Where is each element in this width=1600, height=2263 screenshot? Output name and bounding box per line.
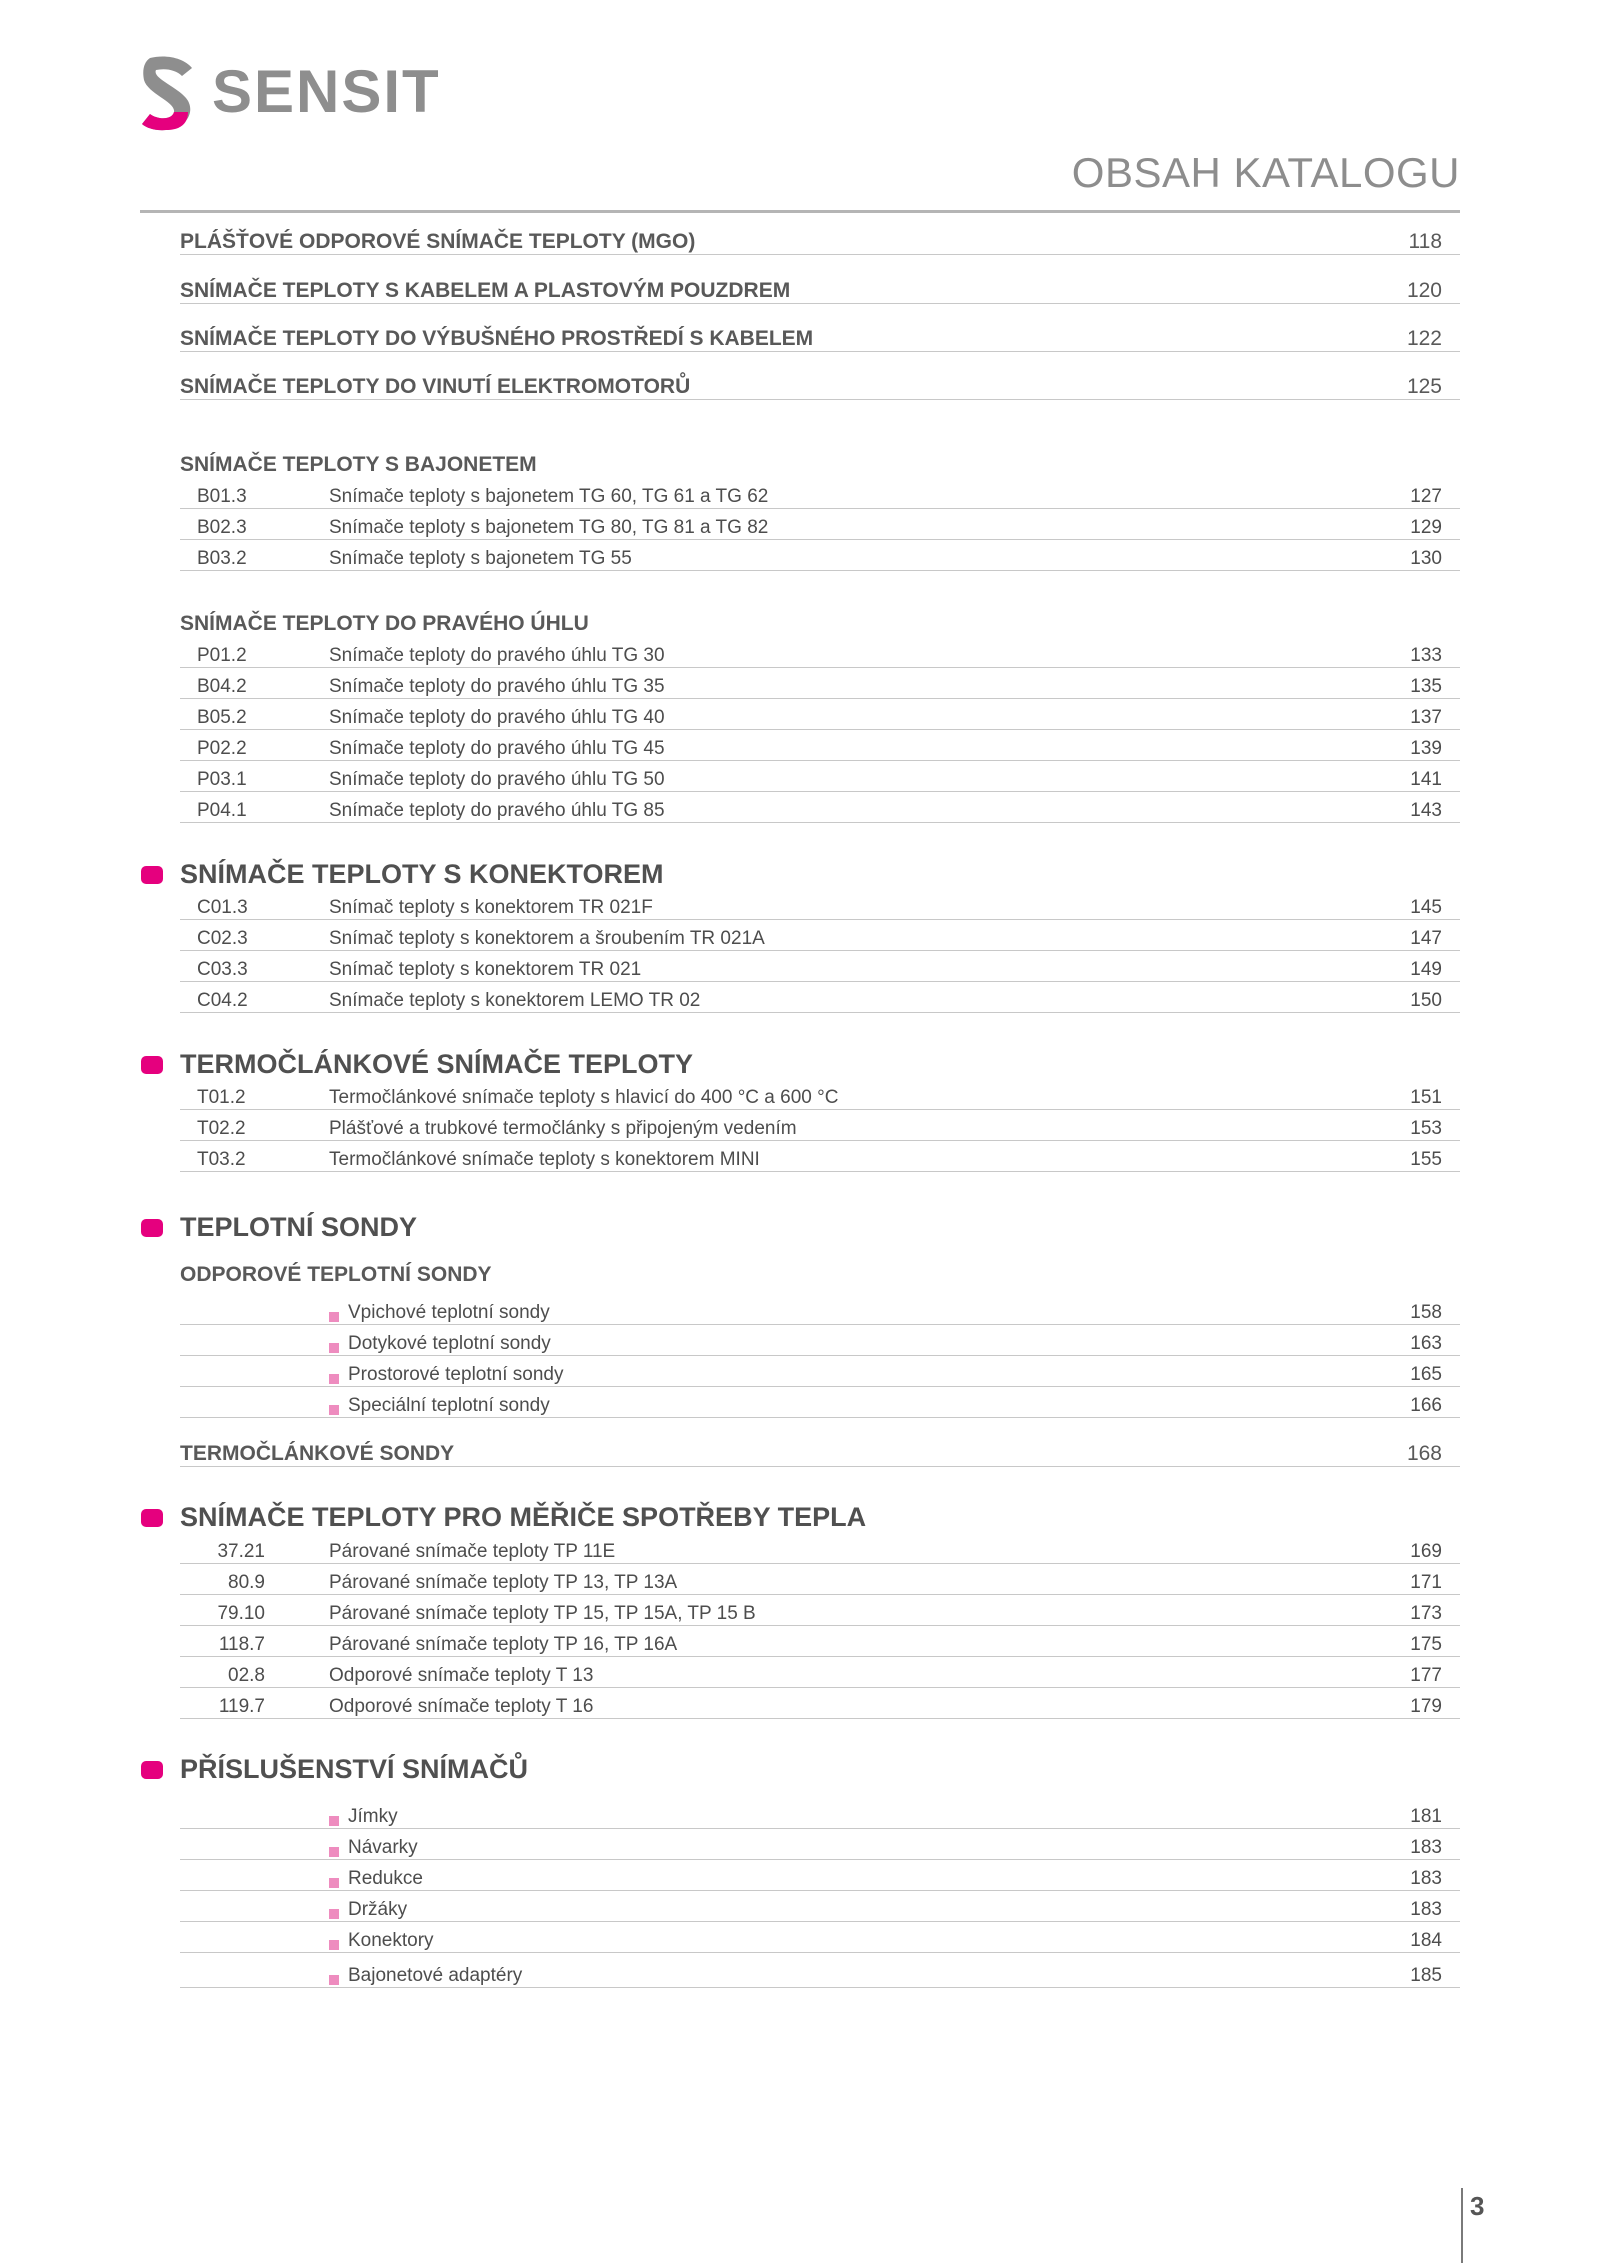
entry-description: Snímače teploty do pravého úhlu TG 50	[329, 769, 665, 790]
page-title: OBSAH KATALOGU	[1071, 149, 1460, 196]
entry-description: Snímače teploty s bajonetem TG 80, TG 81 a TG 82	[329, 517, 769, 538]
bullet-square-icon	[329, 1909, 339, 1919]
toc-row	[180, 321, 1460, 352]
entry-page: 125	[1406, 375, 1442, 398]
toc-row	[180, 1436, 1460, 1467]
entry-page: 168	[1406, 1442, 1442, 1465]
bullet-square-icon	[329, 1847, 339, 1857]
toc-row	[180, 1387, 1460, 1418]
toc-row	[180, 1079, 1460, 1110]
toc-row	[180, 273, 1460, 304]
entry-page: 130	[1410, 548, 1442, 569]
toc-row	[180, 1110, 1460, 1141]
entry-code: C03.3	[197, 959, 248, 980]
category-bullet-icon	[141, 866, 163, 884]
page-number-divider	[1461, 2188, 1463, 2263]
entry-description: Snímač teploty s konektorem TR 021	[329, 959, 642, 980]
entry-page: 165	[1410, 1364, 1442, 1385]
entry-code: B05.2	[197, 707, 247, 728]
entry-description: Snímače teploty do pravého úhlu TG 30	[329, 645, 665, 666]
toc-row	[180, 540, 1460, 571]
entry-description: Párované snímače teploty TP 15, TP 15A, TP 15 B	[329, 1603, 756, 1624]
entry-code: P01.2	[197, 645, 247, 666]
entry-description: Snímače teploty do pravého úhlu TG 35	[329, 676, 665, 697]
entry-code: 119.7	[218, 1696, 265, 1717]
toc-row	[180, 889, 1460, 920]
brand-name: SENSIT	[212, 58, 441, 125]
category-heading: TEPLOTNÍ SONDY	[180, 1212, 418, 1242]
entry-page: 155	[1410, 1149, 1442, 1170]
toc-row	[180, 668, 1460, 699]
category-bullet-icon	[141, 1056, 163, 1074]
entry-description: Párované snímače teploty TP 13, TP 13A	[329, 1572, 678, 1593]
entry-title: SNÍMAČE TEPLOTY DO VINUTÍ ELEKTROMOTORŮ	[180, 375, 691, 398]
entry-page: 185	[1410, 1965, 1442, 1986]
entry-code: 02.8	[228, 1665, 265, 1686]
entry-code: C01.3	[197, 897, 248, 918]
entry-title: Držáky	[348, 1899, 408, 1920]
toc-row	[180, 1356, 1460, 1387]
entry-page: 177	[1410, 1665, 1442, 1686]
entry-description: Snímače teploty s bajonetem TG 55	[329, 548, 632, 569]
toc-row	[180, 982, 1460, 1013]
entry-title: Konektory	[348, 1930, 434, 1951]
entry-page: 141	[1410, 769, 1442, 790]
entry-code: T03.2	[197, 1149, 246, 1170]
bullet-square-icon	[329, 1816, 339, 1826]
entry-page: 175	[1410, 1634, 1442, 1655]
entry-page: 139	[1410, 738, 1442, 759]
entry-title: Jímky	[348, 1806, 398, 1827]
entry-title: SNÍMAČE TEPLOTY S KABELEM A PLASTOVÝM POUZDREM	[180, 279, 791, 302]
entry-code: P04.1	[197, 800, 247, 821]
entry-page: 137	[1410, 707, 1442, 728]
entry-title: SNÍMAČE TEPLOTY DO VÝBUŠNÉHO PROSTŘEDÍ S KABELEM	[180, 327, 814, 350]
entry-page: 166	[1410, 1395, 1442, 1416]
bullet-square-icon	[329, 1940, 339, 1950]
toc-row	[180, 478, 1460, 509]
entry-title: Vpichové teplotní sondy	[348, 1302, 550, 1323]
entry-page: 127	[1410, 486, 1442, 507]
category-heading: PŘÍSLUŠENSTVÍ SNÍMAČŮ	[180, 1754, 529, 1784]
toc-row	[180, 1957, 1460, 1988]
entry-page: 145	[1410, 897, 1442, 918]
entry-description: Párované snímače teploty TP 11E	[329, 1541, 616, 1562]
toc-row	[180, 509, 1460, 540]
entry-page: 135	[1410, 676, 1442, 697]
entry-page: 183	[1410, 1899, 1442, 1920]
category-bullet-icon	[141, 1761, 163, 1779]
entry-page: 118	[1408, 230, 1442, 253]
entry-page: 181	[1410, 1806, 1442, 1827]
entry-description: Snímače teploty s konektorem LEMO TR 02	[329, 990, 701, 1011]
bullet-square-icon	[329, 1878, 339, 1888]
entry-description: Termočlánkové snímače teploty s konektorem MINI	[329, 1149, 760, 1170]
toc-row	[180, 1798, 1460, 1829]
entry-description: Snímač teploty s konektorem a šroubením TR 021A	[329, 928, 765, 949]
entry-title: TERMOČLÁNKOVÉ SONDY	[180, 1442, 455, 1465]
toc-row	[180, 951, 1460, 982]
entry-description: Snímače teploty do pravého úhlu TG 40	[329, 707, 665, 728]
entry-code: P03.1	[197, 769, 247, 790]
toc-row	[180, 1860, 1460, 1891]
toc-row	[180, 1922, 1460, 1953]
entry-description: Plášťové a trubkové termočlánky s připojeným vedením	[329, 1118, 797, 1139]
entry-page: 149	[1410, 959, 1442, 980]
entry-description: Odporové snímače teploty T 13	[329, 1665, 594, 1686]
category-heading: TERMOČLÁNKOVÉ SNÍMAČE TEPLOTY	[180, 1049, 694, 1079]
entry-code: C02.3	[197, 928, 248, 949]
bullet-square-icon	[329, 1312, 339, 1322]
section-heading: SNÍMAČE TEPLOTY DO PRAVÉHO ÚHLU	[180, 612, 589, 635]
toc-row	[180, 1626, 1460, 1657]
entry-description: Snímače teploty do pravého úhlu TG 85	[329, 800, 665, 821]
toc-row	[180, 1688, 1460, 1719]
entry-description: Snímač teploty s konektorem TR 021F	[329, 897, 653, 918]
toc-row	[180, 1564, 1460, 1595]
entry-code: B04.2	[197, 676, 247, 697]
entry-code: T02.2	[197, 1118, 246, 1139]
page-number: 3	[1470, 2191, 1485, 2221]
entry-page: 183	[1410, 1868, 1442, 1889]
entry-code: 118.7	[218, 1634, 265, 1655]
bullet-square-icon	[329, 1343, 339, 1353]
entry-code: 79.10	[217, 1603, 265, 1624]
toc-row	[180, 1294, 1460, 1325]
entry-title: Prostorové teplotní sondy	[348, 1364, 564, 1385]
entry-page: 169	[1410, 1541, 1442, 1562]
entry-page: 151	[1410, 1087, 1442, 1108]
toc-row	[180, 792, 1460, 823]
entry-page: 184	[1410, 1930, 1442, 1951]
toc-row	[180, 699, 1460, 730]
entry-code: B02.3	[197, 517, 247, 538]
toc-row	[180, 1891, 1460, 1922]
bullet-square-icon	[329, 1405, 339, 1415]
entry-page: 143	[1410, 800, 1442, 821]
category-bullet-icon	[141, 1219, 163, 1237]
entry-title: Dotykové teplotní sondy	[348, 1333, 551, 1354]
toc-row	[180, 1533, 1460, 1564]
entry-page: 147	[1410, 928, 1442, 949]
entry-description: Párované snímače teploty TP 16, TP 16A	[329, 1634, 678, 1655]
toc-row	[180, 1325, 1460, 1356]
entry-title: Bajonetové adaptéry	[348, 1965, 523, 1986]
section-heading: SNÍMAČE TEPLOTY S BAJONETEM	[180, 453, 537, 476]
entry-description: Termočlánkové snímače teploty s hlavicí do 400 °C a 600 °C	[329, 1087, 839, 1108]
entry-code: B03.2	[197, 548, 247, 569]
entry-title: PLÁŠŤOVÉ ODPOROVÉ SNÍMAČE TEPLOTY (MGO)	[180, 230, 696, 253]
toc-row	[180, 1657, 1460, 1688]
entry-code: C04.2	[197, 990, 248, 1011]
entry-page: 171	[1410, 1572, 1442, 1593]
toc-row	[180, 920, 1460, 951]
toc-row	[180, 1595, 1460, 1626]
entry-description: Snímače teploty do pravého úhlu TG 45	[329, 738, 665, 759]
entry-page: 158	[1410, 1302, 1442, 1323]
category-heading: SNÍMAČE TEPLOTY S KONEKTOREM	[180, 859, 664, 889]
section-heading: ODPOROVÉ TEPLOTNÍ SONDY	[180, 1263, 492, 1286]
entry-title: Návarky	[348, 1837, 418, 1858]
toc-row	[180, 637, 1460, 668]
entry-page: 133	[1410, 645, 1442, 666]
bullet-square-icon	[329, 1975, 339, 1985]
entry-page: 122	[1406, 327, 1442, 350]
entry-code: 37.21	[217, 1541, 265, 1562]
entry-page: 150	[1410, 990, 1442, 1011]
entry-page: 120	[1406, 279, 1442, 302]
entry-code: 80.9	[228, 1572, 265, 1593]
entry-page: 129	[1410, 517, 1442, 538]
toc-row	[180, 369, 1460, 400]
entry-code: P02.2	[197, 738, 247, 759]
category-bullet-icon	[141, 1509, 163, 1527]
entry-description: Odporové snímače teploty T 16	[329, 1696, 594, 1717]
entry-page: 179	[1410, 1696, 1442, 1717]
bullet-square-icon	[329, 1374, 339, 1384]
entry-page: 183	[1410, 1837, 1442, 1858]
entry-page: 153	[1410, 1118, 1442, 1139]
toc-row	[180, 224, 1460, 255]
entry-page: 173	[1410, 1603, 1442, 1624]
entry-title: Speciální teplotní sondy	[348, 1395, 550, 1416]
entry-code: T01.2	[197, 1087, 246, 1108]
entry-description: Snímače teploty s bajonetem TG 60, TG 61 a TG 62	[329, 486, 769, 507]
entry-page: 163	[1410, 1333, 1442, 1354]
toc-row	[180, 730, 1460, 761]
toc-row	[180, 761, 1460, 792]
entry-code: B01.3	[197, 486, 247, 507]
toc-row	[180, 1829, 1460, 1860]
toc-row	[180, 1141, 1460, 1172]
category-heading: SNÍMAČE TEPLOTY PRO MĚŘIČE SPOTŘEBY TEPLA	[180, 1502, 867, 1532]
entry-title: Redukce	[348, 1868, 423, 1889]
